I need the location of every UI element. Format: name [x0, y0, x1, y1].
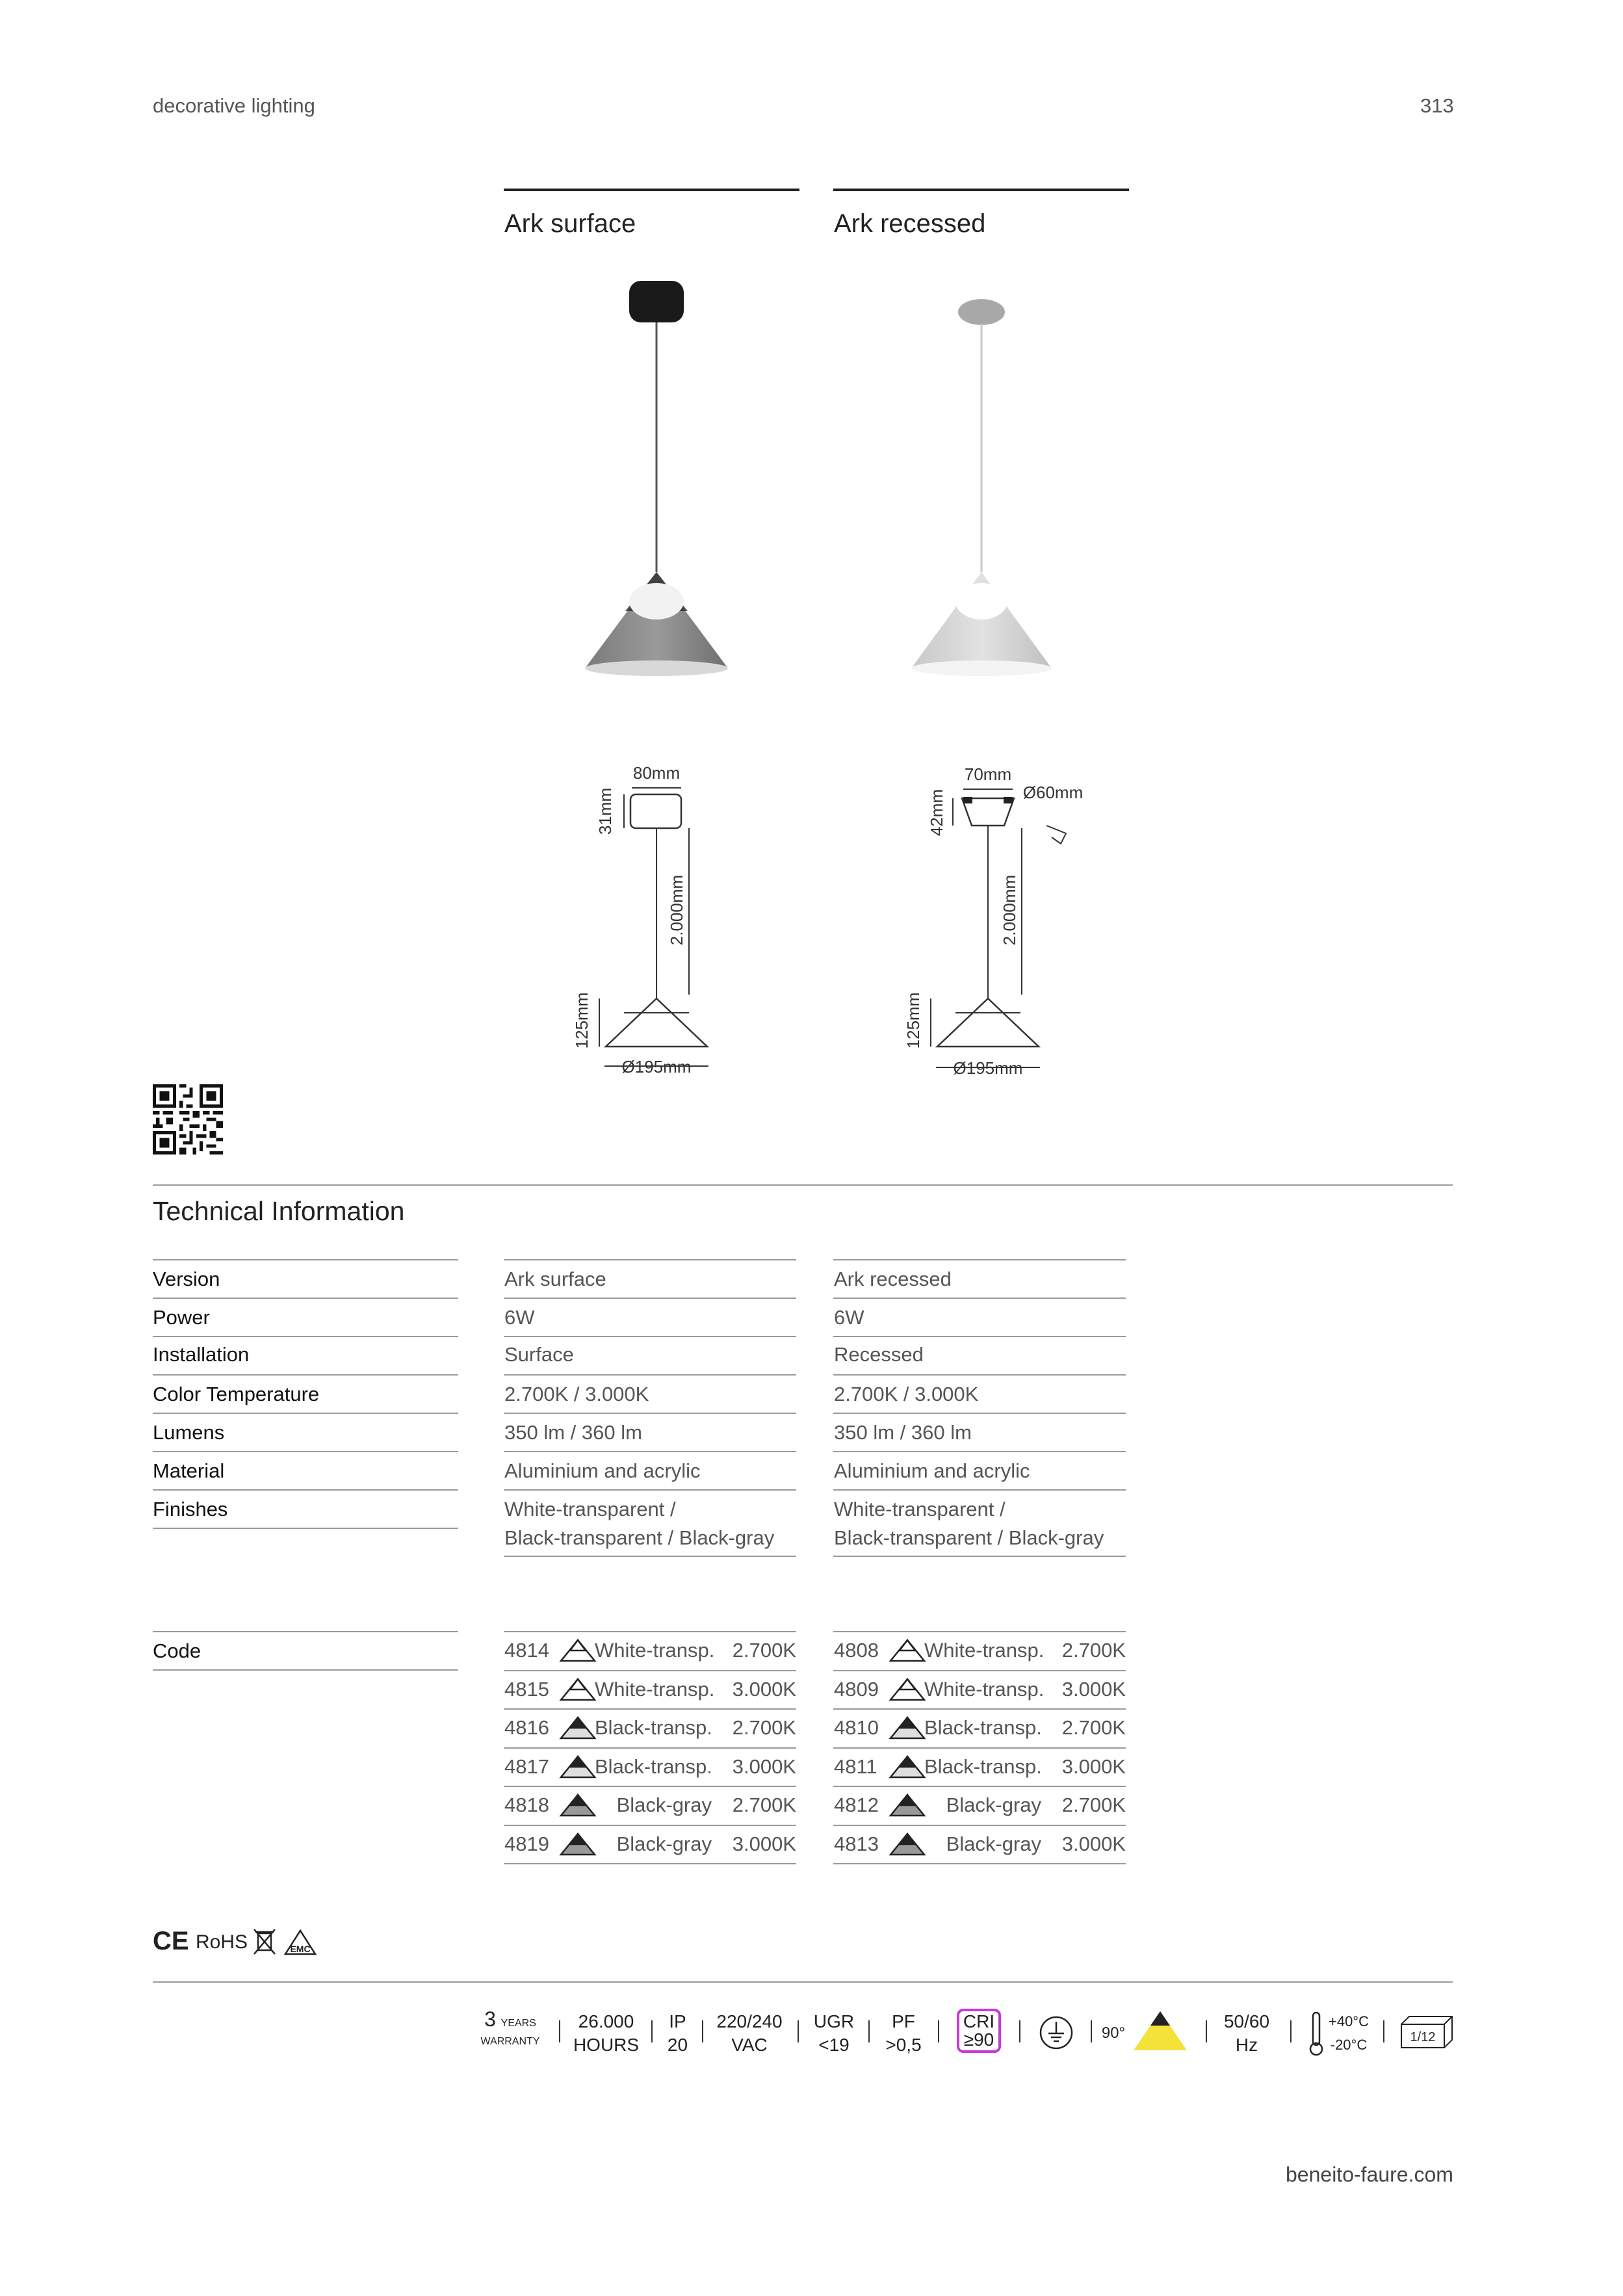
beam-angle-icon — [1131, 2006, 1189, 2053]
color-temperature: 3.000K — [732, 1832, 796, 1855]
color-temperature: 2.700K — [732, 1639, 796, 1662]
color-temperature: 2.700K — [1061, 1639, 1126, 1662]
spec-divider — [153, 1981, 1453, 1983]
white-cone-icon — [558, 1676, 597, 1702]
separator — [1383, 2020, 1384, 2042]
page-number: 313 — [1420, 94, 1454, 117]
thermometer-icon — [1306, 2010, 1326, 2057]
surface-power: 6W — [504, 1306, 535, 1329]
beam-angle-value: 90° — [1101, 2024, 1126, 2042]
row-label-version: Version — [153, 1268, 220, 1290]
certifications — [153, 1925, 348, 1958]
recessed-cutout-label: Ø60mm — [1022, 783, 1084, 802]
ugr-spec: UGR <19 — [813, 2011, 855, 2055]
ce-mark: CE — [153, 1927, 189, 1955]
recessed-canopy-height-label: 42mm — [927, 789, 946, 837]
svg-text:EMC: EMC — [290, 1944, 311, 1954]
product-code: 4819 — [504, 1832, 549, 1855]
white-cone-icon — [888, 1637, 927, 1663]
finish-icon-wrap — [888, 1792, 927, 1823]
recessed-lumens: 350 lm / 360 lm — [834, 1421, 972, 1444]
recessed-cable-label: 2.000mm — [1000, 874, 1019, 946]
recessed-power: 6W — [834, 1306, 864, 1329]
black-cone-icon — [888, 1754, 927, 1780]
row-label-installation: Installation — [153, 1343, 250, 1366]
finish-name: Black-transp. — [595, 1716, 712, 1739]
cri-spec: CRI ≥90 — [957, 2009, 1001, 2053]
finish-icon-wrap — [558, 1637, 597, 1669]
code-row — [833, 1670, 1126, 1709]
finish-icon-wrap — [888, 1637, 927, 1669]
code-row — [504, 1747, 796, 1786]
product-rule-surface — [504, 189, 799, 191]
color-temperature: 2.700K — [1061, 1794, 1126, 1816]
code-rule — [504, 1863, 796, 1864]
separator — [868, 2020, 870, 2042]
product-title-surface: Ark surface — [504, 209, 636, 238]
finish-name: Black-gray — [616, 1794, 712, 1816]
table-rule — [153, 1259, 458, 1260]
product-code: 4809 — [834, 1677, 879, 1701]
separator — [1206, 2020, 1207, 2042]
row-label-finishes: Finishes — [153, 1498, 228, 1520]
product-code: 4818 — [504, 1794, 549, 1816]
table-rule — [504, 1259, 796, 1260]
code-rule — [153, 1669, 458, 1671]
color-temperature: 3.000K — [1061, 1755, 1126, 1778]
color-temperature: 2.700K — [1061, 1716, 1126, 1739]
finish-name: White-transp. — [924, 1677, 1045, 1701]
product-code: 4813 — [834, 1832, 879, 1855]
surface-canopy-height-label: 31mm — [595, 787, 615, 835]
finish-icon-wrap — [888, 1831, 927, 1862]
code-row — [504, 1786, 796, 1825]
product-code: 4811 — [834, 1755, 877, 1778]
surface-installation: Surface — [504, 1343, 574, 1366]
ark-recessed-dimension-drawing — [890, 761, 1098, 1099]
separator — [1019, 2020, 1020, 2042]
surface-lumens: 350 lm / 360 lm — [504, 1421, 642, 1444]
color-temperature: 2.700K — [732, 1794, 796, 1816]
separator — [559, 2020, 560, 2042]
finish-icon-wrap — [558, 1754, 597, 1785]
product-rule-recessed — [833, 189, 1129, 191]
surface-color-temperature: 2.700K / 3.000K — [504, 1383, 649, 1405]
code-label: Code — [153, 1639, 201, 1662]
recessed-diameter-label: Ø195mm — [953, 1058, 1023, 1078]
lifetime-spec: 26.000 HOURS — [573, 2011, 640, 2055]
code-row — [833, 1786, 1126, 1825]
product-code: 4816 — [504, 1716, 549, 1739]
gray-cone-icon — [558, 1792, 597, 1818]
finish-icon-wrap — [558, 1792, 597, 1823]
product-code: 4810 — [834, 1716, 879, 1739]
finish-icon-wrap — [558, 1676, 597, 1708]
earth-ground-icon — [1039, 2015, 1074, 2050]
finish-name: Black-gray — [946, 1832, 1041, 1855]
code-row — [504, 1670, 796, 1709]
black-cone-icon — [888, 1715, 927, 1741]
gray-cone-icon — [558, 1831, 597, 1857]
finish-name: White-transp. — [595, 1677, 715, 1701]
product-code: 4814 — [504, 1639, 549, 1662]
finish-icon-wrap — [888, 1715, 927, 1746]
finish-icon-wrap — [558, 1715, 597, 1746]
finish-name: White-transp. — [924, 1639, 1045, 1662]
finish-name: Black-gray — [946, 1794, 1041, 1816]
separator — [1091, 2020, 1092, 2042]
code-row — [504, 1825, 796, 1864]
pack-quantity: 1/12 — [1410, 2030, 1436, 2044]
separator — [702, 2020, 703, 2042]
rohs-mark: RoHS — [196, 1931, 248, 1953]
recessed-color-temperature: 2.700K / 3.000K — [834, 1383, 979, 1405]
finish-name: Black-transp. — [595, 1755, 712, 1778]
code-rule — [833, 1863, 1126, 1864]
section-divider — [153, 1184, 1453, 1186]
surface-diameter-label: Ø195mm — [621, 1057, 692, 1076]
package-box-icon — [1397, 2013, 1456, 2049]
temperature-range: +40°C -20°C — [1328, 2013, 1369, 2053]
code-row — [833, 1708, 1126, 1747]
color-temperature: 3.000K — [1061, 1832, 1126, 1855]
color-temperature: 3.000K — [732, 1755, 796, 1778]
recessed-material: Aluminium and acrylic — [834, 1459, 1030, 1482]
finish-icon-wrap — [888, 1754, 927, 1785]
separator — [798, 2020, 799, 2042]
code-row — [833, 1825, 1126, 1864]
warranty-spec: 3 YEARS WARRANTY — [480, 2007, 540, 2047]
code-rule — [153, 1631, 458, 1632]
weee-bin-icon — [252, 1927, 278, 1957]
ark-surface-photo — [572, 273, 741, 676]
tech-info-title: Technical Information — [153, 1196, 405, 1226]
finish-name: Black-transp. — [924, 1755, 1042, 1778]
surface-material: Aluminium and acrylic — [504, 1459, 701, 1482]
separator — [938, 2020, 939, 2042]
website-link[interactable]: beneito-faure.com — [1286, 2163, 1453, 2186]
ark-recessed-photo — [903, 273, 1072, 676]
section-label: decorative lighting — [153, 94, 315, 117]
separator — [1290, 2020, 1292, 2042]
product-code: 4812 — [834, 1794, 879, 1816]
separator — [651, 2020, 653, 2042]
recessed-finishes-line1: White-transparent / — [834, 1498, 1006, 1520]
row-label-material: Material — [153, 1459, 225, 1482]
product-code: 4808 — [834, 1639, 879, 1662]
black-cone-icon — [558, 1715, 597, 1741]
black-cone-icon — [558, 1754, 597, 1780]
code-row — [833, 1631, 1126, 1670]
gray-cone-icon — [888, 1831, 927, 1857]
qr-code[interactable] — [153, 1084, 223, 1155]
surface-width-label: 80mm — [632, 763, 681, 783]
color-temperature: 3.000K — [1061, 1677, 1126, 1701]
product-title-recessed: Ark recessed — [834, 209, 986, 238]
recessed-width-label: 70mm — [964, 764, 1012, 784]
product-code: 4817 — [504, 1755, 549, 1778]
finish-name: Black-transp. — [924, 1716, 1042, 1739]
recessed-finishes-line2: Black-transparent / Black-gray — [834, 1526, 1104, 1549]
finish-name: White-transp. — [595, 1639, 715, 1662]
code-row — [504, 1631, 796, 1670]
frequency-spec: 50/60 Hz — [1223, 2011, 1270, 2055]
row-label-lumens: Lumens — [153, 1421, 225, 1444]
ark-surface-dimension-drawing — [559, 761, 754, 1099]
finish-icon-wrap — [558, 1831, 597, 1862]
row-label-color-temperature: Color Temperature — [153, 1383, 320, 1405]
recessed-shade-height-label: 125mm — [903, 992, 923, 1049]
surface-shade-height-label: 125mm — [572, 992, 591, 1049]
finish-icon-wrap — [888, 1676, 927, 1708]
white-cone-icon — [888, 1676, 927, 1702]
color-temperature: 3.000K — [732, 1677, 796, 1701]
surface-finishes-line1: White-transparent / — [504, 1498, 676, 1520]
surface-cable-label: 2.000mm — [667, 874, 686, 946]
code-row — [504, 1708, 796, 1747]
surface-version: Ark surface — [504, 1268, 606, 1290]
code-row — [833, 1747, 1126, 1786]
color-temperature: 2.700K — [732, 1716, 796, 1739]
white-cone-icon — [558, 1637, 597, 1663]
gray-cone-icon — [888, 1792, 927, 1818]
ip-spec: IP 20 — [667, 2011, 688, 2055]
emc-icon — [283, 1928, 318, 1957]
voltage-spec: 220/240 VAC — [716, 2011, 783, 2055]
finish-name: Black-gray — [616, 1832, 712, 1855]
row-label-power: Power — [153, 1306, 210, 1329]
product-code: 4815 — [504, 1677, 549, 1701]
recessed-installation: Recessed — [834, 1343, 924, 1366]
table-rule — [833, 1259, 1126, 1260]
recessed-version: Ark recessed — [834, 1268, 952, 1290]
surface-finishes-line2: Black-transparent / Black-gray — [504, 1526, 775, 1549]
pf-spec: PF >0,5 — [885, 2011, 922, 2055]
